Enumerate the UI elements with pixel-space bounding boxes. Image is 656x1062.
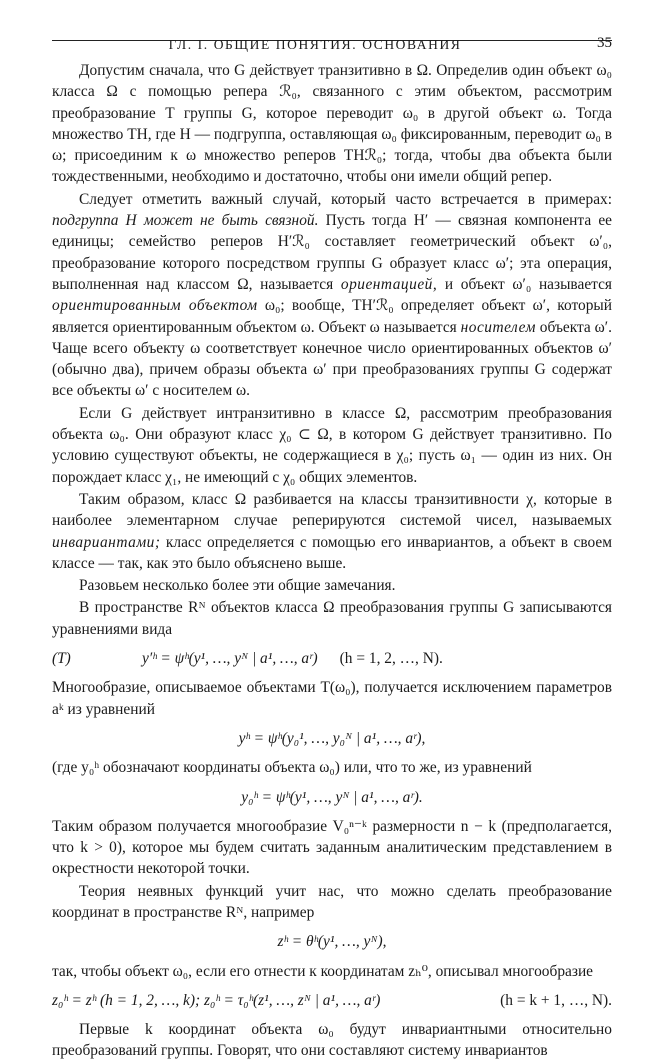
- page-body: [52, 60, 612, 1062]
- text-span: Пусть тогда H′ — связная компонента ее единицы; семейство реперов H′ℛ₀ составляет геометрический объект ω′₀, преобразование которого посредством группы G образует класс ω′; эта операция, выполненная над классом Ω, называется: [52, 212, 612, 293]
- text-span: и объект ω′₀ называется: [437, 275, 612, 293]
- paragraph-implicit: Теория неявных функций учит нас, что можно сделать преобразование координат в пространстве Rᴺ, например: [52, 882, 612, 921]
- text-span: Следует отметить важный случай, который часто встречается в примерах:: [79, 190, 612, 208]
- equation-5-left: z₀ʰ = zʰ (h = 1, 2, …, k); z₀ʰ = τ₀ʰ(z¹, …, zᴺ | a¹, …, aʳ): [52, 991, 381, 1009]
- equation-body: y′ʰ = ψʰ(y¹, …, yᴺ | a¹, …, aʳ): [142, 650, 318, 668]
- equation-4: zʰ = θʰ(y¹, …, yᴺ),: [277, 933, 387, 951]
- term-carrier: носителем: [460, 318, 536, 336]
- paragraph-invariants: [52, 489, 612, 574]
- equation-T: [52, 648, 612, 669]
- text-span: ω₀; вообще, TH′ℛ₀ определяет объект ω′, который является ориентированным объектом ω. Объект ω называется: [52, 297, 612, 336]
- term-oriented-object: ориентированным объектом: [52, 297, 258, 315]
- equation-tag: (T): [52, 650, 71, 668]
- equation-3: y₀ʰ = ψʰ(y¹, …, yᴺ | a¹, …, aʳ).: [241, 788, 423, 806]
- term-invariants: инвариантами;: [52, 533, 161, 551]
- equation-2: yʰ = ψʰ(y₀¹, …, y₀ᴺ | a¹, …, aʳ),: [238, 729, 426, 747]
- text-span: Таким образом, класс Ω разбивается на классы транзитивности χ, которые в наиболее элементарном случае реперируются системой чисел, называемых: [52, 490, 612, 530]
- page-header: [52, 0, 612, 52]
- paragraph-manifold: Многообразие, описываемое объектами T(ω₀), получается исключением параметров aᵏ из уравнений: [52, 679, 612, 718]
- running-head: ГЛ. I. ОБЩИЕ ПОНЯТИЯ. ОСНОВАНИЯ: [168, 37, 462, 52]
- text-span: класс определяется с помощью его инвариантов, а объект в своем классе — так, как это было объяснено выше.: [52, 533, 612, 572]
- emphasis-subgroup: подгруппа H может не быть связной.: [52, 212, 319, 230]
- equation-5: [52, 990, 612, 1011]
- paragraph-first-k: Первые k координат объекта ω₀ будут инвариантными относительно преобразований группы. Говорят, что они составляют систему инвариантов: [52, 1021, 612, 1060]
- equation-5-right: (h = k + 1, …, N).: [500, 991, 612, 1009]
- paragraph-so-that: так, чтобы объект ω₀, если его отнести к координатам zₕ⁰, описывал многообразие: [52, 962, 594, 980]
- paragraph-remarks: Разовьем несколько более эти общие замечания.: [79, 577, 396, 595]
- paragraph-where: (где y₀ʰ обозначают координаты объекта ω₀) или, что то же, из уравнений: [52, 759, 532, 777]
- text-span: объекта ω′. Чаще всего объекту ω соответствует конечное число ориентированных объектов ω′ (обычно два), причем образы объекта ω′ при преобразованиях группы G содержат все объекты ω′ с носителем ω.: [52, 318, 612, 400]
- paragraph-orientation: [52, 189, 612, 402]
- equation-range: (h = 1, 2, …, N).: [339, 650, 443, 668]
- page-number: 35: [597, 35, 612, 51]
- paragraph-transitive: Допустим сначала, что G действует транзитивно в Ω. Определив один объект ω₀ класса Ω с помощью репера ℛ₀, связанного с этим объектом, рассмотрим преобразование T группы G, которое переводит ω₀ в другой объект ω. Тогда множество TH, где H — подгруппа, оставляющая ω₀ фиксированным, переводит ω₀ в ω; присоединим к ω множество реперов THℛ₀; тогда, чтобы два объекта были тождественными, необходимо и достаточно, чтобы они имели общий репер.: [52, 62, 612, 186]
- term-orientation: ориентацией,: [340, 275, 438, 293]
- paragraph-intransitive: Если G действует интранзитивно в классе Ω, рассмотрим преобразования объекта ω₀. Они образуют класс χ₀ ⊂ Ω, в котором G действует транзитивно. По условию существуют объекты, не содержащиеся в χ₀; пусть ω₁ — один из них. Он порождает класс χ₁, не имеющий с χ₀ общих элементов.: [52, 404, 612, 486]
- paragraph-space: В пространстве Rᴺ объектов класса Ω преобразования группы G записываются уравнениями вида: [52, 599, 612, 638]
- paragraph-dimension: Таким образом получается многообразие V₀ⁿ⁻ᵏ размерности n − k (предполагается, что k > 0), которое мы будем считать заданным аналитическим представлением в окрестности некоторой точки.: [52, 817, 612, 878]
